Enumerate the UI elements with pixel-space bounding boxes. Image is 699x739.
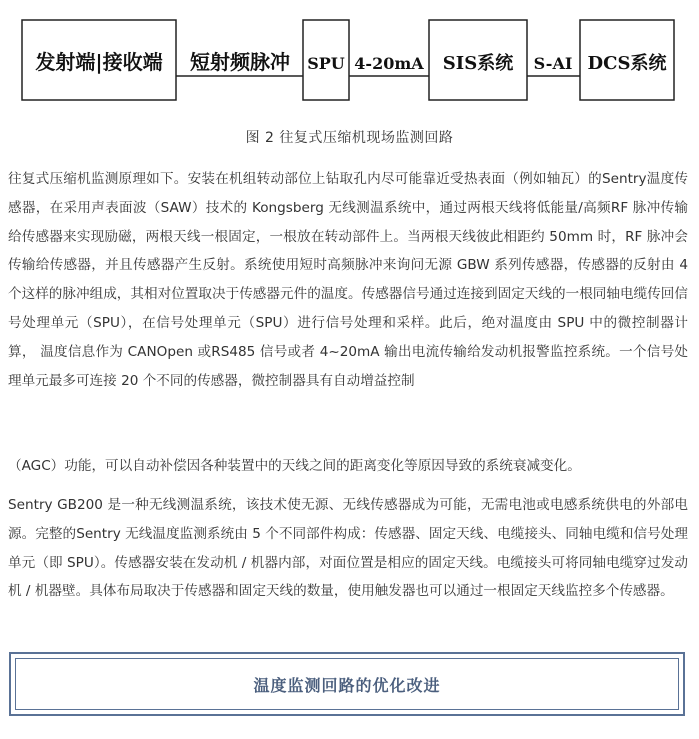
monitoring-loop-diagram <box>0 0 699 115</box>
paragraph-sentry-gb200: Sentry GB200 是一种无线测温系统，该技术使无源、无线传感器成为可能，无需电池或电感系统供电的外部电源。完整的Sentry 无线温度监测系统由 5 个不同部件构成：传感器、固定天线、电缆接头、同轴电缆和信号处理单元（即 SPU）。传感器安装在发动机 / 机器内部，对面位置是相应的固定天线。电缆接头可将同轴电缆穿过发动机 / 机器壁。具体布局取决于传感器和固定天线的数量，使用触发器也可以通过一根固定天线监控多个传感器。 <box>8 497 688 600</box>
section-heading-inner-frame <box>15 658 679 710</box>
section-heading: 温度监测回路的优化改进 <box>253 675 441 695</box>
paragraph-monitoring-principle: 往复式压缩机监测原理如下。安装在机组转动部位上钻取孔内尽可能靠近受热表面（例如轴瓦）的Sentry温度传感器，在采用声表面波（SAW）技术的 Kongsberg 无线测温系统中，通过两根天线将低能量/高频RF 脉冲传输给传感器来实现励磁，两根天线一根固定，一根放在转动部件上。当两根天线彼此相距约 50mm 时，RF 脉冲会传输给传感器，并且传感器产生反射。系统使用短时高频脉冲来询问无源 GBW 系列传感器，传感器的反射由 4 个这样的脉冲组成，其相对位置取决于传感器元件的温度。传感器信号通过连接到固定天线的一根同轴电缆传回信号处理单元（SPU），在信号处理单元（SPU）进行信号处理和采样。此后，绝对温度由 SPU 中的微控制器计算， 温度信息作为 CANOpen 或RS485 信号或者 4~20mA 输出电流传输给发动机报警监控系统。一个信号处理单元最多可连接 20 个不同的传感器，微控制器具有自动增益控制 <box>8 171 688 389</box>
sensor-box-label: 发射端|接收端 <box>35 50 163 74</box>
link-label-short-rf-pulse: 短射频脉冲 <box>190 50 290 74</box>
spu-box-label: SPU <box>307 54 345 73</box>
sis-box-label: SIS系统 <box>442 53 514 74</box>
paragraph-agc: （AGC）功能，可以自动补偿因各种装置中的天线之间的距离变化等原因导致的系统衰减变化。 <box>8 458 581 474</box>
link-label-s-ai: S-AI <box>533 54 573 73</box>
figure-caption: 图 2 往复式压缩机现场监测回路 <box>245 130 454 146</box>
section-heading-box <box>9 652 685 716</box>
link-label-4-20ma: 4-20mA <box>354 54 424 73</box>
dcs-box-label: DCS系统 <box>587 53 667 74</box>
